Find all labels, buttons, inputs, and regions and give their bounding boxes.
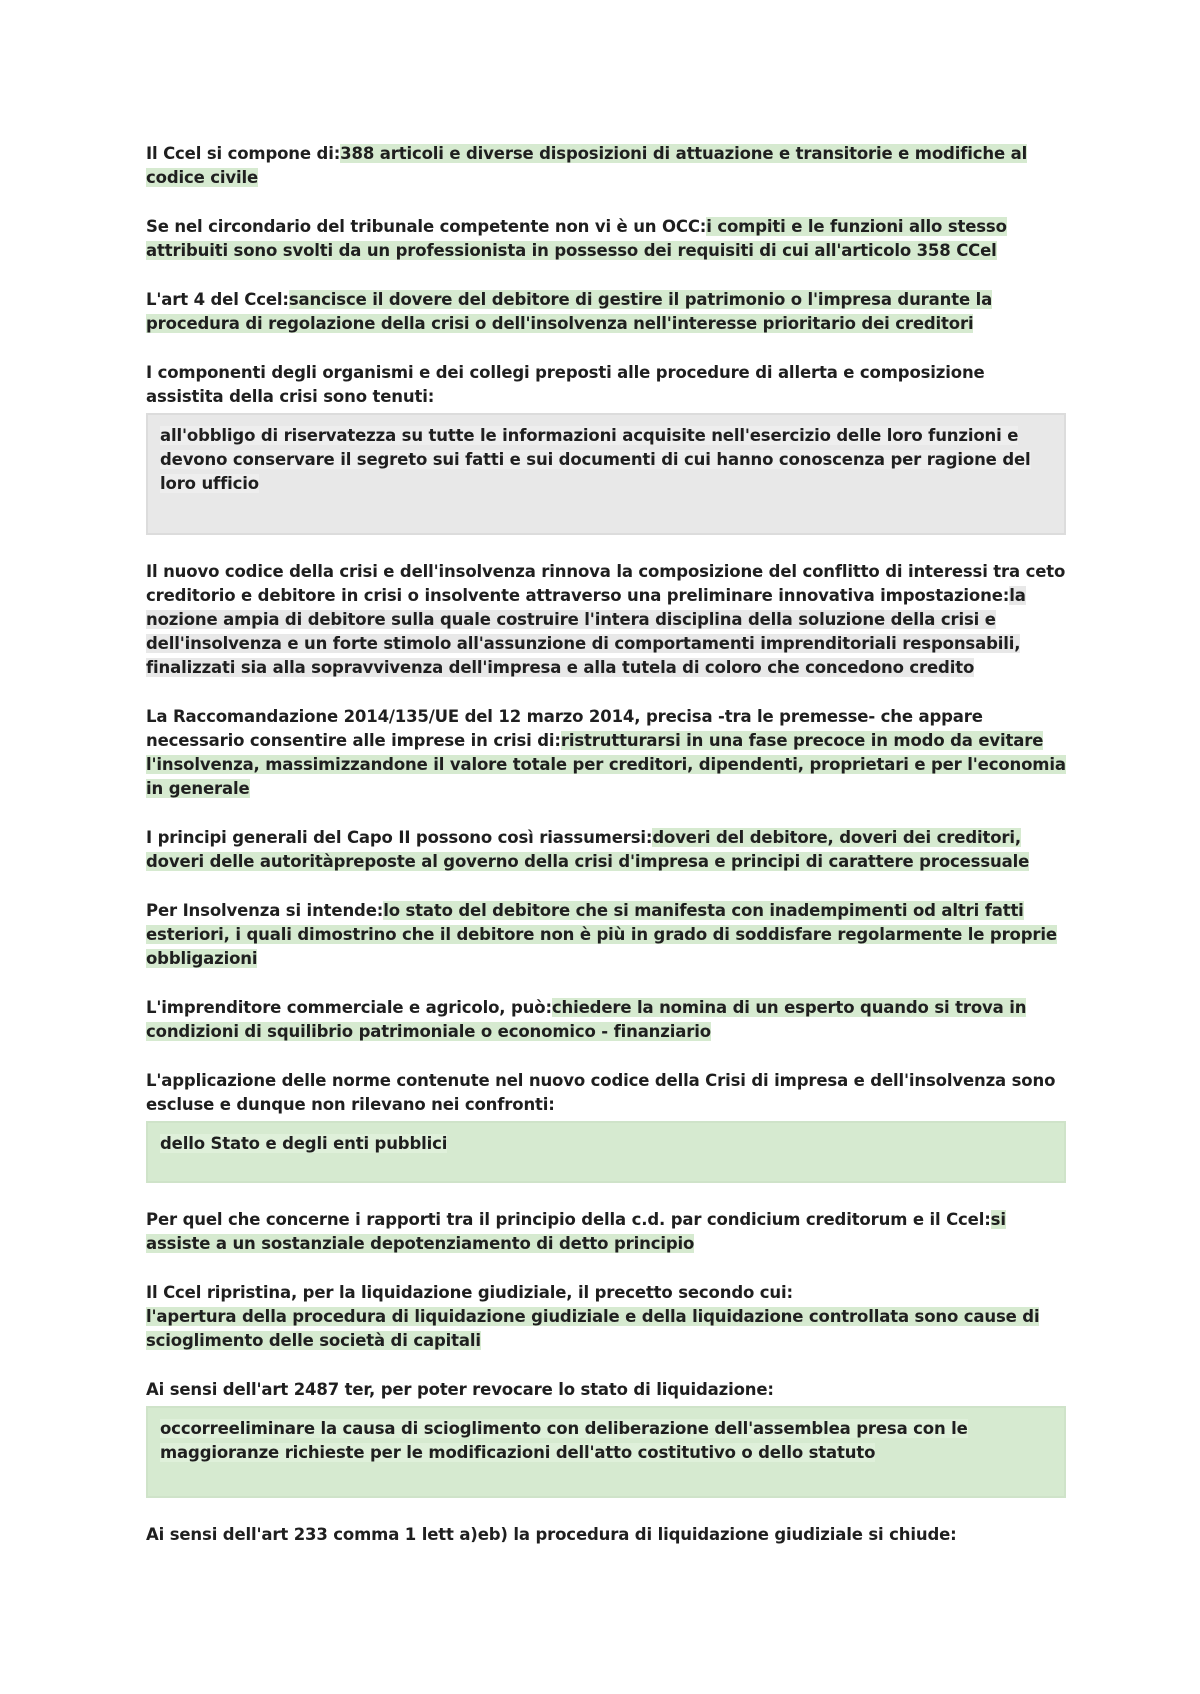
qa-item: [146, 899, 1066, 971]
answer-text: ristrutturarsi in una fase precoce in modo da evitare l'insolvenza, massimizzandone il valore totale per creditori, dipendenti, proprietari e per l'economia in generale: [146, 731, 1066, 798]
answer-box: [146, 1121, 1066, 1183]
question-text: Il Ccel si compone di:: [146, 144, 341, 163]
answer-text: i compiti e le funzioni allo stesso attribuiti sono svolti da un professionista in possesso dei requisiti di cui all'articolo 358 CCel: [146, 217, 1007, 260]
question-text: Per quel che concerne i rapporti tra il principio della c.d. par condicium creditorum e il Ccel:: [146, 1210, 991, 1229]
answer-text: lo stato del debitore che si manifesta con inadempimenti od altri fatti esteriori, i quali dimostrino che il debitore non è più in grado di soddisfare regolarmente le proprie obbligazioni: [146, 901, 1057, 968]
question-text: L'imprenditore commerciale e agricolo, può:: [146, 998, 552, 1017]
qa-item: [146, 1069, 1066, 1183]
question-text: I principi generali del Capo II possono così riassumersi:: [146, 828, 653, 847]
answer-text: dello Stato e degli enti pubblici: [160, 1134, 448, 1153]
answer-text: doveri del debitore, doveri dei creditori, doveri delle autoritàpreposte al governo della crisi d'impresa e principi di carattere processuale: [146, 828, 1030, 871]
answer-text: occorreeliminare la causa di scioglimento con deliberazione dell'assemblea presa con le maggioranze richieste per le modificazioni dell'atto costitutivo o dello statuto: [160, 1419, 968, 1462]
qa-item: [146, 560, 1066, 680]
qa-item: [146, 705, 1066, 801]
question-text: Se nel circondario del tribunale competente non vi è un OCC:: [146, 217, 707, 236]
question-text: Il Ccel ripristina, per la liquidazione giudiziale, il precetto secondo cui:: [146, 1283, 793, 1302]
qa-item: [146, 1378, 1066, 1498]
answer-text: sancisce il dovere del debitore di gestire il patrimonio o l'impresa durante la procedura di regolazione della crisi o dell'insolvenza nell'interesse prioritario dei creditori: [146, 290, 993, 333]
qa-item: [146, 288, 1066, 336]
qa-item: [146, 1281, 1066, 1353]
answer-text: la nozione ampia di debitore sulla quale costruire l'intera disciplina della soluzione della crisi e dell'insolvenza e un forte stimolo all'assunzione di comportamenti imprenditoriali responsabili, finalizzati sia alla sopravvivenza dell'impresa e alla tutela di coloro che concedono credito: [146, 586, 1026, 677]
question-text: Per Insolvenza si intende:: [146, 901, 384, 920]
qa-item: [146, 826, 1066, 874]
question-text: I componenti degli organismi e dei collegi preposti alle procedure di allerta e composizione assistita della crisi sono tenuti:: [146, 363, 985, 406]
qa-item: [146, 1208, 1066, 1256]
question-text: Ai sensi dell'art 2487 ter, per poter revocare lo stato di liquidazione:: [146, 1380, 774, 1399]
answer-text: l'apertura della procedura di liquidazione giudiziale e della liquidazione controllata sono cause di scioglimento delle società di capitali: [146, 1307, 1040, 1350]
qa-item: [146, 1523, 1066, 1547]
question-text: L'art 4 del Ccel:: [146, 290, 289, 309]
answer-box: [146, 413, 1066, 535]
question-text: Il nuovo codice della crisi e dell'insolvenza rinnova la composizione del conflitto di interessi tra ceto creditorio e debitore in crisi o insolvente attraverso una preliminare innovativa impostazione:: [146, 562, 1066, 605]
document-page: [146, 142, 1066, 1572]
question-text: L'applicazione delle norme contenute nel nuovo codice della Crisi di impresa e dell'insolvenza sono escluse e dunque non rilevano nei confronti:: [146, 1071, 1056, 1114]
answer-text: 388 articoli e diverse disposizioni di attuazione e transitorie e modifiche al codice civile: [146, 144, 1028, 187]
qa-item: [146, 215, 1066, 263]
question-text: La Raccomandazione 2014/135/UE del 12 marzo 2014, precisa -tra le premesse- che appare necessario consentire alle imprese in crisi di:: [146, 707, 983, 750]
qa-item: [146, 142, 1066, 190]
answer-box: [146, 1406, 1066, 1498]
answer-text: all'obbligo di riservatezza su tutte le informazioni acquisite nell'esercizio delle loro funzioni e devono conservare il segreto sui fatti e sui documenti di cui hanno conoscenza per ragione del loro ufficio: [160, 426, 1031, 493]
qa-item: [146, 996, 1066, 1044]
answer-text: chiedere la nomina di un esperto quando si trova in condizioni di squilibrio patrimoniale o economico - finanziario: [146, 998, 1027, 1041]
question-text: Ai sensi dell'art 233 comma 1 lett a)eb) la procedura di liquidazione giudiziale si chiude:: [146, 1525, 957, 1544]
answer-text: si assiste a un sostanziale depotenziamento di detto principio: [146, 1210, 1006, 1253]
qa-item: [146, 361, 1066, 535]
